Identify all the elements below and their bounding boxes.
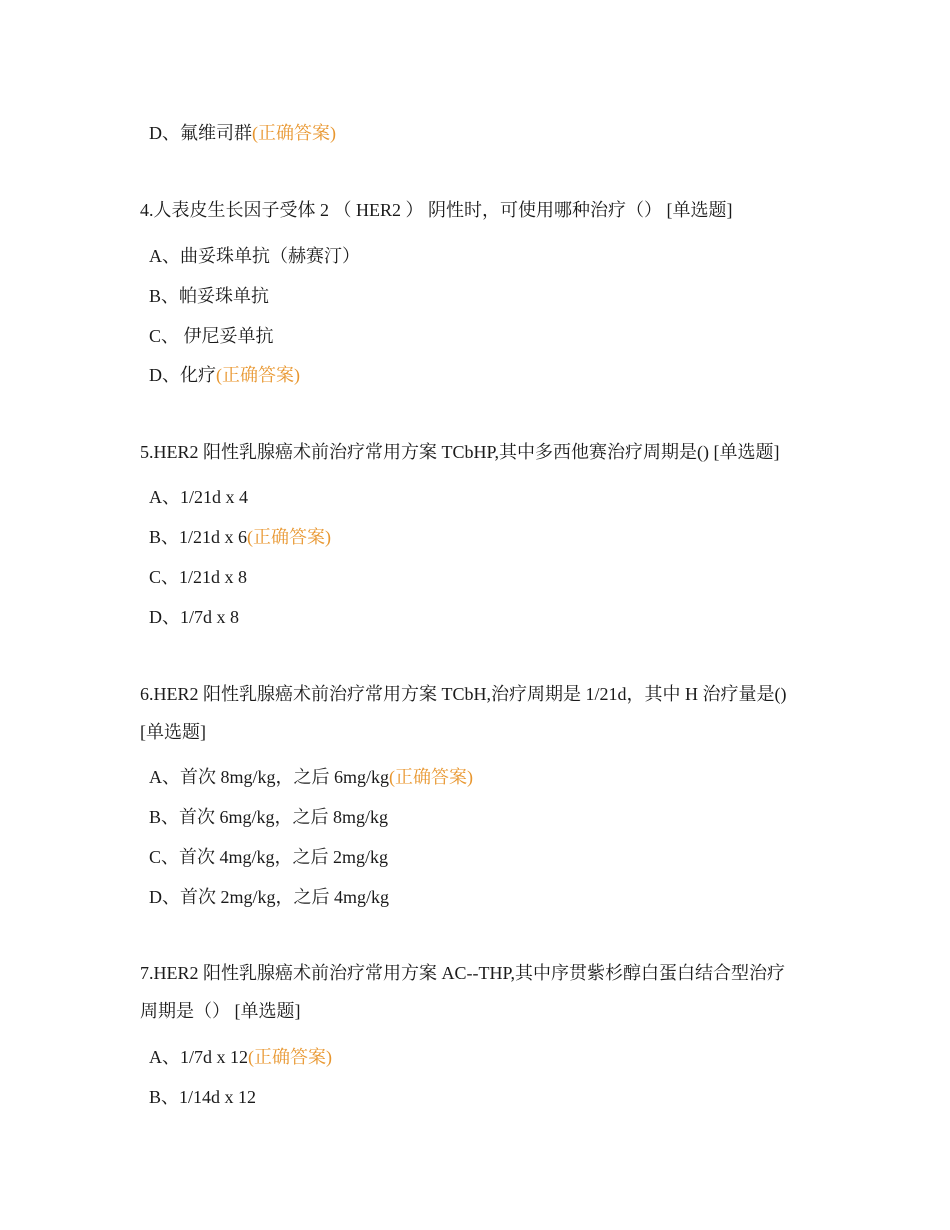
correct-answer-tag: (正确答案) [248,1047,332,1067]
q6-option-b: B、首次 6mg/kg，之后 8mg/kg [149,807,389,827]
option-text: D、氟维司群 [149,123,252,143]
q4-option-a: A、曲妥珠单抗（赫赛汀） [149,246,360,266]
q5-option-d: D、1/7d x 8 [149,607,239,627]
q7-question-line1: 7.HER2 阳性乳腺癌术前治疗常用方案 AC--THP,其中序贯紫杉醇白蛋白结合型治疗 [140,963,785,983]
correct-answer-tag: (正确答案) [247,527,332,547]
q6-option-c: C、首次 4mg/kg，之后 2mg/kg [149,847,389,867]
option-text: D、化疗 [149,365,216,385]
correct-answer-tag: (正确答案) [252,123,336,143]
q6-question-line2: [单选题] [140,722,206,742]
correct-answer-tag: (正确答案) [216,365,300,385]
option-text: B、1/21d x 6 [149,527,248,547]
q3-option-d [149,121,336,145]
q5-option-c: C、1/21d x 8 [149,567,248,587]
q7-question-line2: 周期是（） [单选题] [140,1001,301,1021]
q4-option-b: B、帕妥珠单抗 [149,286,270,306]
q7-option-a [149,1045,332,1069]
q4-option-c: C、 伊尼妥单抗 [149,326,274,346]
option-text: A、首次 8mg/kg，之后 6mg/kg [149,767,390,787]
correct-answer-tag: (正确答案) [389,767,474,787]
q5-question: 5.HER2 阳性乳腺癌术前治疗常用方案 TCbHP,其中多西他赛治疗周期是() [单选题] [140,442,780,462]
option-text: A、1/7d x 12 [149,1047,248,1067]
q4-option-d [149,363,300,387]
q6-option-d: D、首次 2mg/kg，之后 4mg/kg [149,887,390,907]
q5-option-a: A、1/21d x 4 [149,487,248,507]
q5-option-b [149,525,331,549]
q6-option-a [149,765,473,789]
q4-question: 4.人表皮生长因子受体 2 （ HER2 ） 阴性时，可使用哪种治疗（） [单选题] [140,200,733,220]
q6-question-line1: 6.HER2 阳性乳腺癌术前治疗常用方案 TCbH,治疗周期是 1/21d，其中 H 治疗量是() [140,684,787,704]
q7-option-b: B、1/14d x 12 [149,1087,257,1107]
